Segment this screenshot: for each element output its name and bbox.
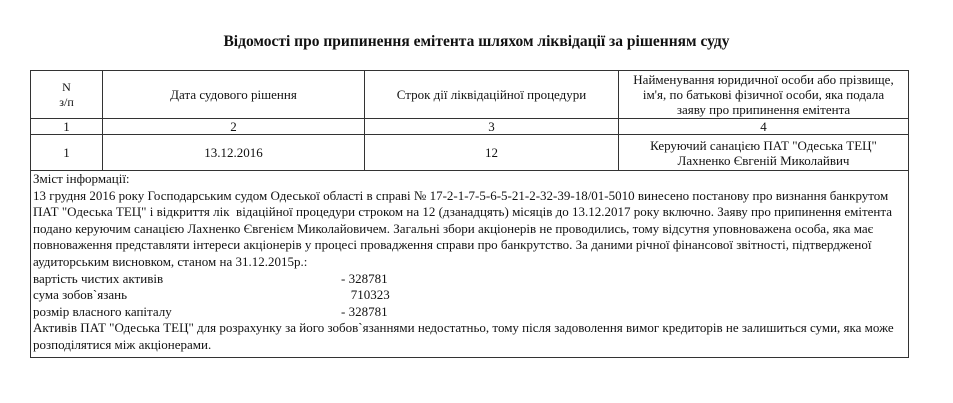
row-number: 1	[31, 135, 103, 171]
info-label: Зміст інформації:	[33, 171, 130, 186]
column-number-row	[31, 119, 909, 135]
info-paragraph: 13 грудня 2016 року Господарським судом Одеської області в справі № 17-2-1-7-5-6-5-21-2-32-39-18/01-5010 винесено постанову про визнання банкрутом ПАТ "Одеська ТЕЦ" і відкриття лік відаційної процедури строком на 12 (дзанадцять) місяців до 13.12.2017 року включно. Заяву про припинення емітента подано керуючим санацією Лахненко Євгенієм Миколайовичем. Загальні збори акціонерів не проводились, тому відсутня уповноважена особа, яка має повноваження представляти інтереси акціонерів у процесі провадження справи про банкрутство. За даними річної фінансової звітності, підтвердженої аудиторським висновком, станом на 31.12.2015р.:	[33, 187, 896, 269]
info-cell	[31, 171, 909, 358]
header-liquidation-term: Строк дії ліквідаційної процедури	[365, 71, 619, 119]
header-applicant: Найменування юридичної особи або прізвище, ім'я, по батькові фізичної особи, яка подала заяву про припинення емітента	[619, 71, 909, 119]
liquidation-table	[30, 70, 909, 358]
document-title: Відомості про припинення емітента шляхом ліквідації за рішенням суду	[223, 33, 730, 50]
financial-item	[33, 287, 906, 304]
info-row	[31, 171, 909, 358]
applicant-name: Керуючий санацією ПАТ "Одеська ТЕЦ" Лахненко Євгеній Миколайвич	[619, 135, 909, 171]
financial-label: розмір власного капіталу	[33, 303, 172, 319]
financial-label: вартість чистих активів	[33, 270, 164, 286]
court-decision-date: 13.12.2016	[103, 135, 365, 171]
data-row	[31, 135, 909, 171]
header-court-decision-date: Дата судового рішення	[103, 71, 365, 119]
header-number: N з/п	[31, 71, 103, 119]
column-number: 4	[619, 119, 909, 135]
column-number: 3	[365, 119, 619, 135]
financial-value: - 328781	[341, 303, 388, 319]
liquidation-term: 12	[365, 135, 619, 171]
financial-item	[33, 304, 906, 321]
header-row	[31, 71, 909, 119]
info-conclusion: Активів ПАТ "Одеська ТЕЦ" для розрахунку за його зобов`язаннями недостатньо, тому після задоволення вимог кредиторів не залишиться суми, яка може розподілятися між акціонерами.	[33, 320, 897, 352]
column-number: 2	[103, 119, 365, 135]
financial-item	[33, 271, 906, 288]
financial-value: - 328781	[341, 270, 388, 286]
financial-value: 710323	[341, 287, 390, 303]
column-number: 1	[31, 119, 103, 135]
financial-label: сума зобов`язань	[33, 287, 127, 303]
